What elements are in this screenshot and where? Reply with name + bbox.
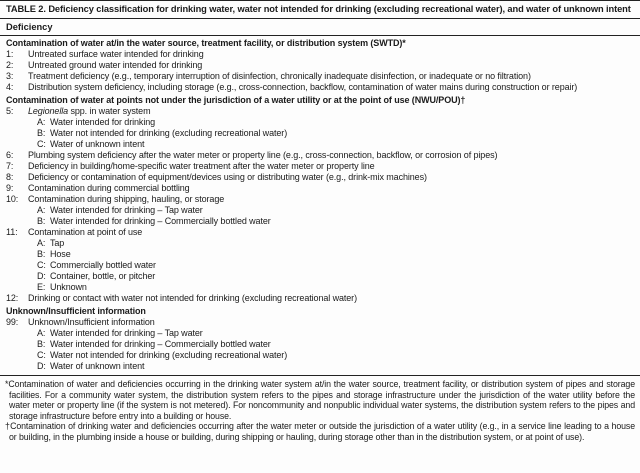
subitem-text: Hose xyxy=(50,249,71,259)
deficiency-text: Contamination during commercial bottling xyxy=(28,183,190,193)
legionella-italic-text: Legionella xyxy=(28,106,69,116)
deficiency-subitem-10a xyxy=(6,205,634,216)
subitem-text: Commercially bottled water xyxy=(50,260,156,270)
subitem-code: A: xyxy=(37,117,46,127)
deficiency-text-rest: spp. in water system xyxy=(68,106,151,116)
deficiency-code: 4: xyxy=(6,82,14,92)
deficiency-code: 3: xyxy=(6,71,14,81)
footnote-marker: † xyxy=(5,421,11,432)
deficiency-item-3 xyxy=(6,71,634,82)
deficiency-item-2 xyxy=(6,60,634,71)
deficiency-subitem-11c xyxy=(6,260,634,271)
deficiency-subitem-99b xyxy=(6,339,634,350)
subitem-code: A: xyxy=(37,238,46,248)
deficiency-code: 1: xyxy=(6,49,14,59)
deficiency-text: Treatment deficiency (e.g., temporary interruption of disinfection, chronically inadequate disinfection, or inadequate or no filtration) xyxy=(28,71,531,81)
subitem-code: E: xyxy=(37,282,46,292)
deficiency-item-8 xyxy=(6,172,634,183)
subitem-text: Container, bottle, or pitcher xyxy=(50,271,156,281)
subitem-text: Water not intended for drinking (excluding recreational water) xyxy=(50,350,288,360)
deficiency-subitem-11b xyxy=(6,249,634,260)
deficiency-item-7 xyxy=(6,161,634,172)
deficiency-subitem-99a xyxy=(6,328,634,339)
deficiency-code: 7: xyxy=(6,161,14,171)
deficiency-code: 2: xyxy=(6,60,14,70)
deficiency-item-10 xyxy=(6,194,634,205)
deficiency-item-1 xyxy=(6,49,634,60)
deficiency-text: Contamination at point of use xyxy=(28,227,143,237)
deficiency-subitem-5c xyxy=(6,139,634,150)
deficiency-subitem-99d xyxy=(6,361,634,372)
deficiency-code: 5: xyxy=(6,106,14,116)
deficiency-text: Deficiency in building/home-specific water treatment after the water meter or property line xyxy=(28,161,375,171)
subitem-text: Water intended for drinking – Tap water xyxy=(50,328,203,338)
deficiency-code: 11: xyxy=(6,227,18,237)
section-header-unknown: Unknown/Insufficient information xyxy=(6,306,146,316)
footnote-marker: * xyxy=(5,379,9,389)
table-title: TABLE 2. Deficiency classification for drinking water, water not intended for drinking (excluding recreational water), and water of unknown intent xyxy=(0,1,640,19)
deficiency-subitem-10b xyxy=(6,216,634,227)
deficiency-code: 8: xyxy=(6,172,14,182)
subitem-code: C: xyxy=(37,260,46,270)
subitem-code: B: xyxy=(37,216,46,226)
deficiency-text: Untreated surface water intended for drinking xyxy=(28,49,204,59)
deficiency-subitem-5b xyxy=(6,128,634,139)
deficiency-subitem-11a xyxy=(6,238,634,249)
subitem-text: Unknown xyxy=(50,282,87,292)
deficiency-item-11 xyxy=(6,227,634,238)
deficiency-text: Distribution system deficiency, including storage (e.g., cross-connection, backflow, contamination of water mains during construction or repair) xyxy=(28,82,578,92)
subitem-code: B: xyxy=(37,339,46,349)
subitem-text: Water of unknown intent xyxy=(50,361,145,371)
footnote-text: Contamination of drinking water and deficiencies occurring after the water meter or outside the jurisdiction of a water utility (e.g., in a service line leading to a house or building, in the plumbing inside a house or building, during shipping or hauling, during storage other than in the distribution system, or at point of use). xyxy=(9,421,636,442)
deficiency-code: 99: xyxy=(6,317,19,327)
subitem-code: D: xyxy=(37,271,46,281)
deficiency-text: Deficiency or contamination of equipment/devices using or distributing water (e.g., drink-mix machines) xyxy=(28,172,427,182)
footnote-nwu-pou xyxy=(5,421,635,442)
deficiency-code: 6: xyxy=(6,150,14,160)
deficiency-text: Untreated ground water intended for drinking xyxy=(28,60,203,70)
subitem-text: Water intended for drinking – Commercially bottled water xyxy=(50,216,271,226)
deficiency-text: Unknown/Insufficient information xyxy=(28,317,155,327)
deficiency-item-5 xyxy=(6,106,634,117)
column-header-deficiency: Deficiency xyxy=(0,19,640,36)
deficiency-text xyxy=(28,106,634,117)
subitem-code: A: xyxy=(37,205,46,215)
subitem-text: Water intended for drinking – Commercially bottled water xyxy=(50,339,271,349)
subitem-text: Tap xyxy=(50,238,65,248)
section-header-swtd: Contamination of water at/in the water source, treatment facility, or distribution system (SWTD)* xyxy=(6,38,406,48)
subitem-code: B: xyxy=(37,128,46,138)
subitem-code: B: xyxy=(37,249,46,259)
subitem-text: Water not intended for drinking (excluding recreational water) xyxy=(50,128,288,138)
table-footnotes xyxy=(0,376,640,445)
deficiency-subitem-11d xyxy=(6,271,634,282)
deficiency-text: Contamination during shipping, hauling, or storage xyxy=(28,194,225,204)
subitem-text: Water intended for drinking xyxy=(50,117,156,127)
deficiency-code: 12: xyxy=(6,293,19,303)
deficiency-subitem-11e xyxy=(6,282,634,293)
deficiency-item-6 xyxy=(6,150,634,161)
deficiency-item-12 xyxy=(6,293,634,304)
table-body xyxy=(0,36,640,376)
deficiency-text: Plumbing system deficiency after the water meter or property line (e.g., cross-connection, backflow, or corrosion of pipes) xyxy=(28,150,498,160)
deficiency-subitem-99c xyxy=(6,350,634,361)
deficiency-code: 9: xyxy=(6,183,14,193)
footnote-swtd xyxy=(5,379,635,421)
footnote-text: Contamination of water and deficiencies occurring in the drinking water system at/in the water source, treatment facility, or distribution system of pipes and storage facilities. For a community water system, the distribution system refers to the pipes and storage infrastructure under the jurisdiction of the water utility before the water meter or property line (if the system is not metered). For noncommunity and nonpublic individual water systems, the distribution system refers to the pipes and storage infrastructure before entry into a building or house. xyxy=(8,379,635,421)
subitem-code: A: xyxy=(37,328,46,338)
subitem-text: Water intended for drinking – Tap water xyxy=(50,205,203,215)
subitem-code: D: xyxy=(37,361,46,371)
deficiency-item-9 xyxy=(6,183,634,194)
section-header-nwu-pou: Contamination of water at points not under the jurisdiction of a water utility or at the point of use (NWU/POU)† xyxy=(6,95,466,105)
deficiency-item-99 xyxy=(6,317,634,328)
subitem-text: Water of unknown intent xyxy=(50,139,145,149)
subitem-code: C: xyxy=(37,139,46,149)
deficiency-text: Drinking or contact with water not intended for drinking (excluding recreational water) xyxy=(28,293,357,303)
subitem-code: C: xyxy=(37,350,46,360)
deficiency-subitem-5a xyxy=(6,117,634,128)
deficiency-item-4 xyxy=(6,82,634,93)
deficiency-code: 10: xyxy=(6,194,19,204)
